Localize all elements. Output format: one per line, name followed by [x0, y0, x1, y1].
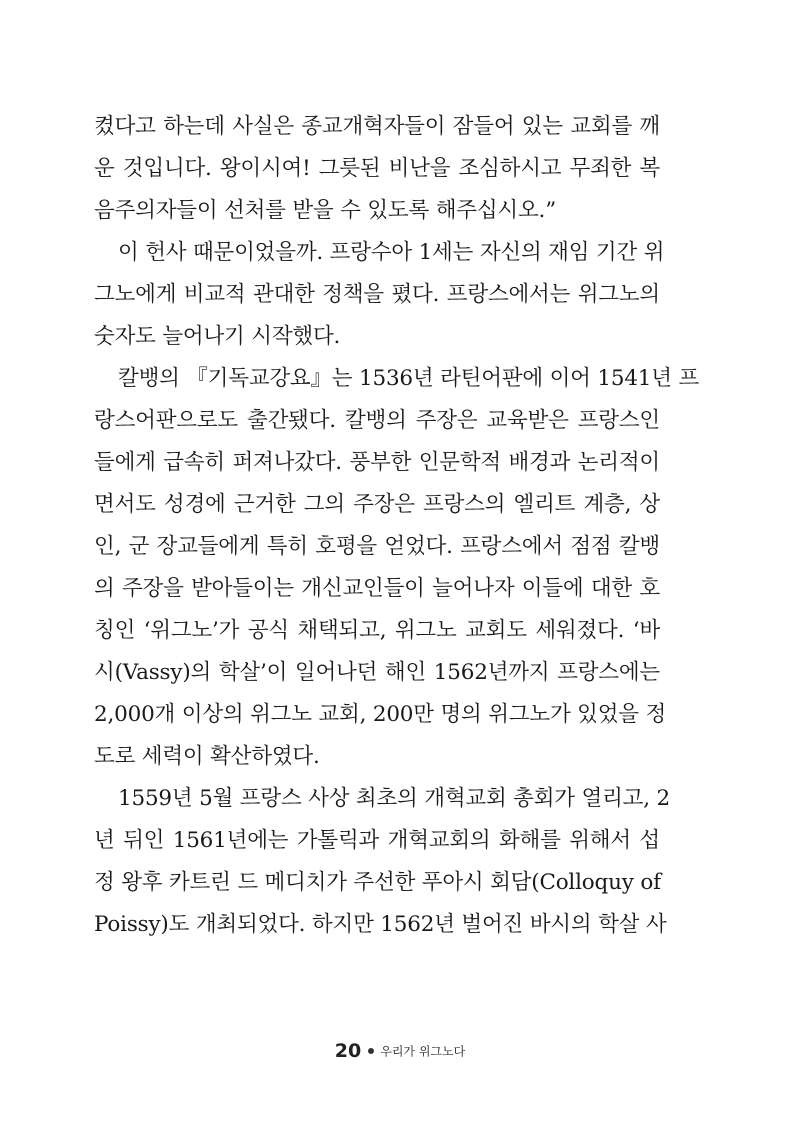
- text-line: 1559년 5월 프랑스 사상 최초의 개혁교회 총회가 열리고, 2: [118, 786, 670, 811]
- bullet-dot-icon: [368, 1048, 374, 1054]
- text-line: 도로 세력이 확산하였다.: [94, 744, 320, 769]
- text-line: 2,000개 이상의 위그노 교회, 200만 명의 위그노가 있었을 정: [94, 702, 667, 727]
- text-line: 정 왕후 카트린 드 메디치가 주선한 푸아시 회담(Colloquy of: [94, 870, 661, 895]
- running-title: 우리가 위그노다: [380, 1044, 466, 1059]
- text-line: 랑스어판으로도 출간됐다. 칼뱅의 주장은 교육받은 프랑스인: [94, 408, 660, 433]
- text-line: 이 헌사 때문이었을까. 프랑수아 1세는 자신의 재임 기간 위: [118, 240, 665, 265]
- text-line: 시(Vassy)의 학살’이 일어나던 해인 1562년까지 프랑스에는: [94, 660, 660, 685]
- text-line: 칭인 ‘위그노’가 공식 채택되고, 위그노 교회도 세워졌다. ‘바: [94, 618, 660, 643]
- page-number: 20: [334, 1040, 362, 1062]
- text-line: 들에게 급속히 퍼져나갔다. 풍부한 인문학적 배경과 논리적이: [94, 450, 660, 475]
- text-line: 인, 군 장교들에게 특히 호평을 얻었다. 프랑스에서 점점 칼뱅: [94, 534, 660, 559]
- text-line: 켰다고 하는데 사실은 종교개혁자들이 잠들어 있는 교회를 깨: [94, 114, 660, 139]
- text-line: 면서도 성경에 근거한 그의 주장은 프랑스의 엘리트 계층, 상: [94, 492, 660, 517]
- body-text: [94, 106, 700, 946]
- text-line: 숫자도 늘어나기 시작했다.: [94, 324, 341, 349]
- page-footer: [0, 1040, 800, 1062]
- text-line: Poissy)도 개최되었다. 하지만 1562년 벌어진 바시의 학살 사: [94, 912, 667, 937]
- text-line: 년 뒤인 1561년에는 가톨릭과 개혁교회의 화해를 위해서 섭: [94, 828, 660, 853]
- text-line: 음주의자들이 선처를 받을 수 있도록 해주십시오.”: [94, 198, 556, 223]
- text-line: 그노에게 비교적 관대한 정책을 폈다. 프랑스에서는 위그노의: [94, 282, 660, 307]
- text-line: 의 주장을 받아들이는 개신교인들이 늘어나자 이들에 대한 호: [94, 576, 660, 601]
- text-line: 운 것입니다. 왕이시여! 그릇된 비난을 조심하시고 무죄한 복: [94, 156, 660, 181]
- text-line: 칼뱅의 『기독교강요』는 1536년 라틴어판에 이어 1541년 프: [118, 366, 700, 391]
